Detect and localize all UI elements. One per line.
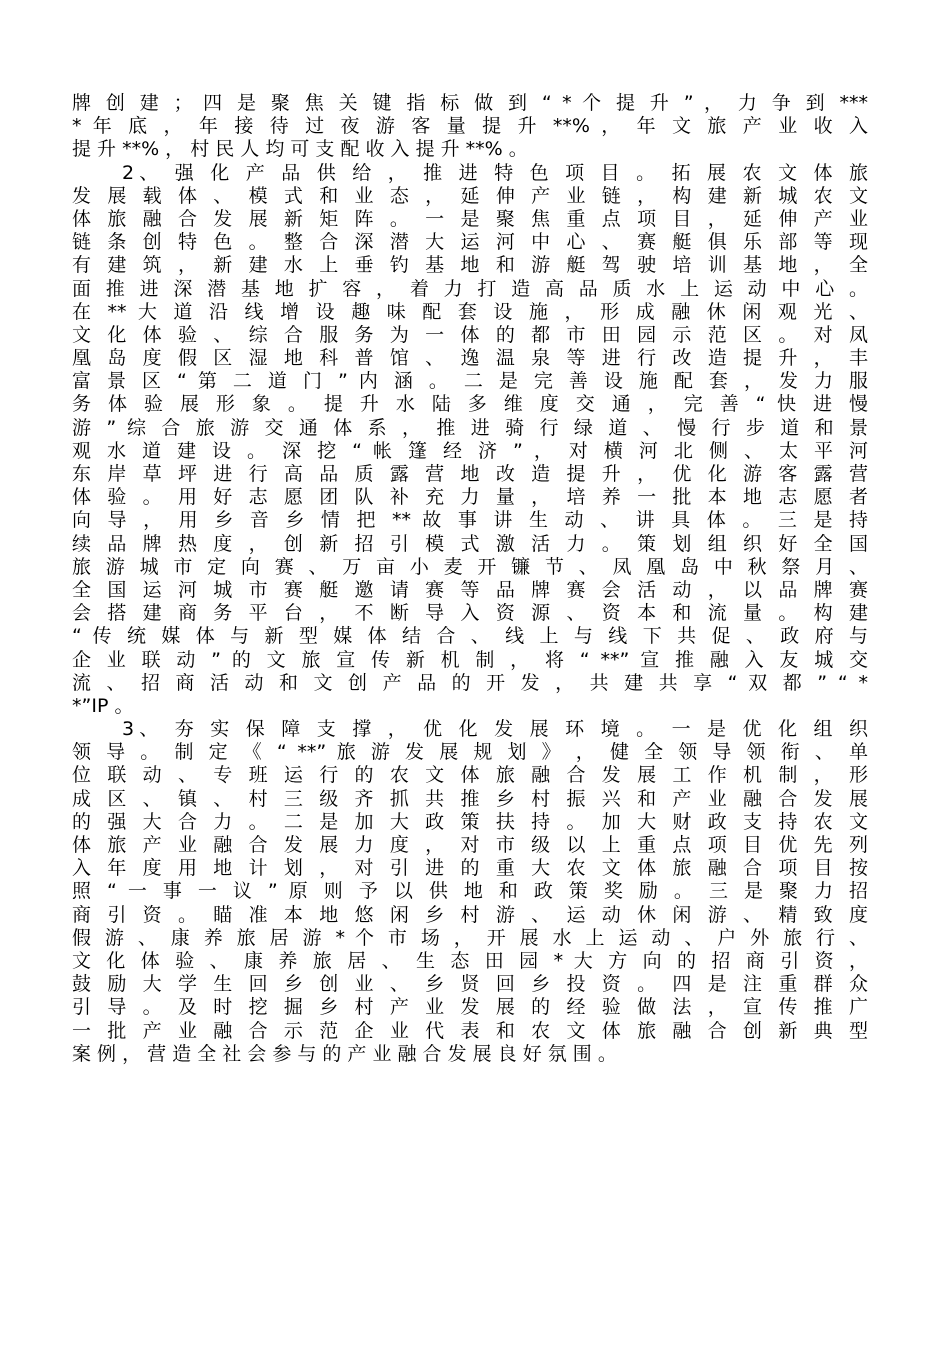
text-line: 体 旅 产 业 融 合 发 展 力 度 ， 对 市 级 以 上 重 点 项 目 优 先 列: [72, 834, 868, 856]
text-line: 游 ” 综 合 旅 游 交 通 体 系 ， 推 进 骑 行 绿 道 、 慢 行 步 道 和 景: [72, 416, 868, 439]
text-line: 旅 游 城 市 定 向 赛 、 万 亩 小 麦 开 镰 节 、 凤 凰 岛 中 秋 祭 月 、: [72, 555, 868, 578]
text-line: 引 导 。 及 时 挖 掘 乡 村 产 业 发 展 的 经 验 做 法 ， 宣 传 推 广: [72, 996, 868, 1019]
text-line: *”IP 。: [72, 694, 134, 717]
text-line: 体 旅 融 合 发 展 新 矩 阵 。 一 是 聚 焦 重 点 项 目 ， 延 伸 产 业: [72, 207, 868, 230]
text-line: 有 建 筑 ， 新 建 水 上 垂 钓 基 地 和 游 艇 驾 驶 培 训 基 地 ， 全: [72, 254, 868, 277]
text-line: 务 体 验 展 形 象 。 提 升 水 陆 多 维 度 交 通 ， 完 善 “ 快 进 慢: [72, 393, 868, 416]
text-line: 观 水 道 建 设 。 深 挖 “ 帐 篷 经 济 ” ， 对 横 河 北 侧 、 太 平 河: [72, 439, 868, 462]
text-line: 在 ** 大 道 沿 线 增 设 趣 味 配 套 设 施 ， 形 成 融 休 闲 观 光 、: [72, 300, 868, 323]
text-line: 富 景 区 “ 第 二 道 门 ” 内 涵 。 二 是 完 善 设 施 配 套 ， 发 力 服: [72, 370, 868, 393]
section-heading-line: 3、 夯 实 保 障 支 撑 ， 优 化 发 展 环 境 。 一 是 优 化 组 织: [122, 718, 868, 741]
section-heading-line: 2、 强 化 产 品 供 给 ， 推 进 特 色 项 目 。 拓 展 农 文 体 旅: [122, 161, 868, 184]
text-line: 的 强 大 合 力 。 二 是 加 大 政 策 扶 持 。 加 大 财 政 支 持 农 文: [72, 810, 868, 833]
text-line: 案 例 ， 营 造 全 社 会 参 与 的 产 业 融 合 发 展 良 好 氛 围 。: [72, 1042, 617, 1065]
text-line: 商 引 资 。 瞄 准 本 地 悠 闲 乡 村 游 、 运 动 休 闲 游 、 精 致 度: [72, 903, 868, 926]
text-line: 成 区 、 镇 、 村 三 级 齐 抓 共 推 乡 村 振 兴 和 产 业 融 合 发 展: [72, 787, 868, 810]
text-line: 位 联 动 、 专 班 运 行 的 农 文 体 旅 融 合 发 展 工 作 机 制 ， 形: [72, 764, 868, 787]
text-line: 发 展 载 体 、 模 式 和 业 态 ， 延 伸 产 业 链 ， 构 建 新 城 农 文: [72, 184, 868, 207]
text-line: 续 品 牌 热 度 ， 创 新 招 引 模 式 激 活 力 。 策 划 组 织 好 全 国: [72, 532, 868, 555]
text-line: 鼓 励 大 学 生 回 乡 创 业 、 乡 贤 回 乡 投 资 。 四 是 注 重 群 众: [72, 973, 868, 996]
text-line: 领 导 。 制 定 《 “ **” 旅 游 发 展 规 划 》 ， 健 全 领 导 领 衔 、 单: [72, 741, 868, 764]
text-line: 体 验 。 用 好 志 愿 团 队 补 充 力 量 ， 培 养 一 批 本 地 志 愿 者: [72, 486, 868, 509]
text-line: * 年 底 ， 年 接 待 过 夜 游 客 量 提 升 **% ， 年 文 旅 产 业 收 入: [72, 115, 868, 138]
text-line: “ 传 统 媒 体 与 新 型 媒 体 结 合 、 线 上 与 线 下 共 促 、 政 府 与: [72, 625, 868, 648]
text-line: 面 推 进 深 潜 基 地 扩 容 ， 着 力 打 造 高 品 质 水 上 运 动 中 心 。: [72, 277, 868, 300]
text-line: 会 搭 建 商 务 平 台 ， 不 断 导 入 资 源 、 资 本 和 流 量 。 构 建: [72, 602, 868, 625]
body-text: [72, 92, 868, 1066]
text-line: 照 “ 一 事 一 议 ” 原 则 予 以 供 地 和 政 策 奖 励 。 三 是 聚 力 招: [72, 880, 868, 903]
text-line: 流 、 招 商 活 动 和 文 创 产 品 的 开 发 ， 共 建 共 享 “ 双 都 ” “ *: [72, 671, 868, 694]
text-line: 全 国 运 河 城 市 赛 艇 邀 请 赛 等 品 牌 赛 会 活 动 ， 以 品 牌 赛: [72, 578, 868, 601]
text-line: 牌 创 建 ； 四 是 聚 焦 关 键 指 标 做 到 “ * 个 提 升 ” ， 力 争 到 ***: [72, 92, 868, 114]
text-line: 入 年 度 用 地 计 划 ， 对 引 进 的 重 大 农 文 体 旅 融 合 项 目 按: [72, 857, 868, 880]
text-line: 链 条 创 特 色 。 整 合 深 潜 大 运 河 中 心 、 赛 艇 俱 乐 部 等 现: [72, 231, 868, 254]
text-line: 企 业 联 动 ” 的 文 旅 宣 传 新 机 制 ， 将 “ **” 宣 推 融 入 友 城 交: [72, 648, 868, 671]
text-line: 提 升 **% ， 村 民 人 均 可 支 配 收 入 提 升 **% 。: [72, 138, 528, 161]
text-line: 一 批 产 业 融 合 示 范 企 业 代 表 和 农 文 体 旅 融 合 创 新 典 型: [72, 1019, 868, 1042]
text-line: 凰 岛 度 假 区 湿 地 科 普 馆 、 逸 温 泉 等 进 行 改 造 提 升 ， 丰: [72, 347, 868, 370]
text-line: 文 化 体 验 、 康 养 旅 居 、 生 态 田 园 * 大 方 向 的 招 商 引 资 ，: [72, 949, 868, 972]
text-line: 向 导 ， 用 乡 音 乡 情 把 ** 故 事 讲 生 动 、 讲 具 体 。 三 是 持: [72, 509, 868, 532]
text-line: 东 岸 草 坪 进 行 高 品 质 露 营 地 改 造 提 升 ， 优 化 游 客 露 营: [72, 463, 868, 485]
text-line: 文 化 体 验 、 综 合 服 务 为 一 体 的 都 市 田 园 示 范 区 。 对 凤: [72, 323, 868, 346]
text-line: 假 游 、 康 养 旅 居 游 * 个 市 场 ， 开 展 水 上 运 动 、 户 外 旅 行 、: [72, 926, 868, 949]
